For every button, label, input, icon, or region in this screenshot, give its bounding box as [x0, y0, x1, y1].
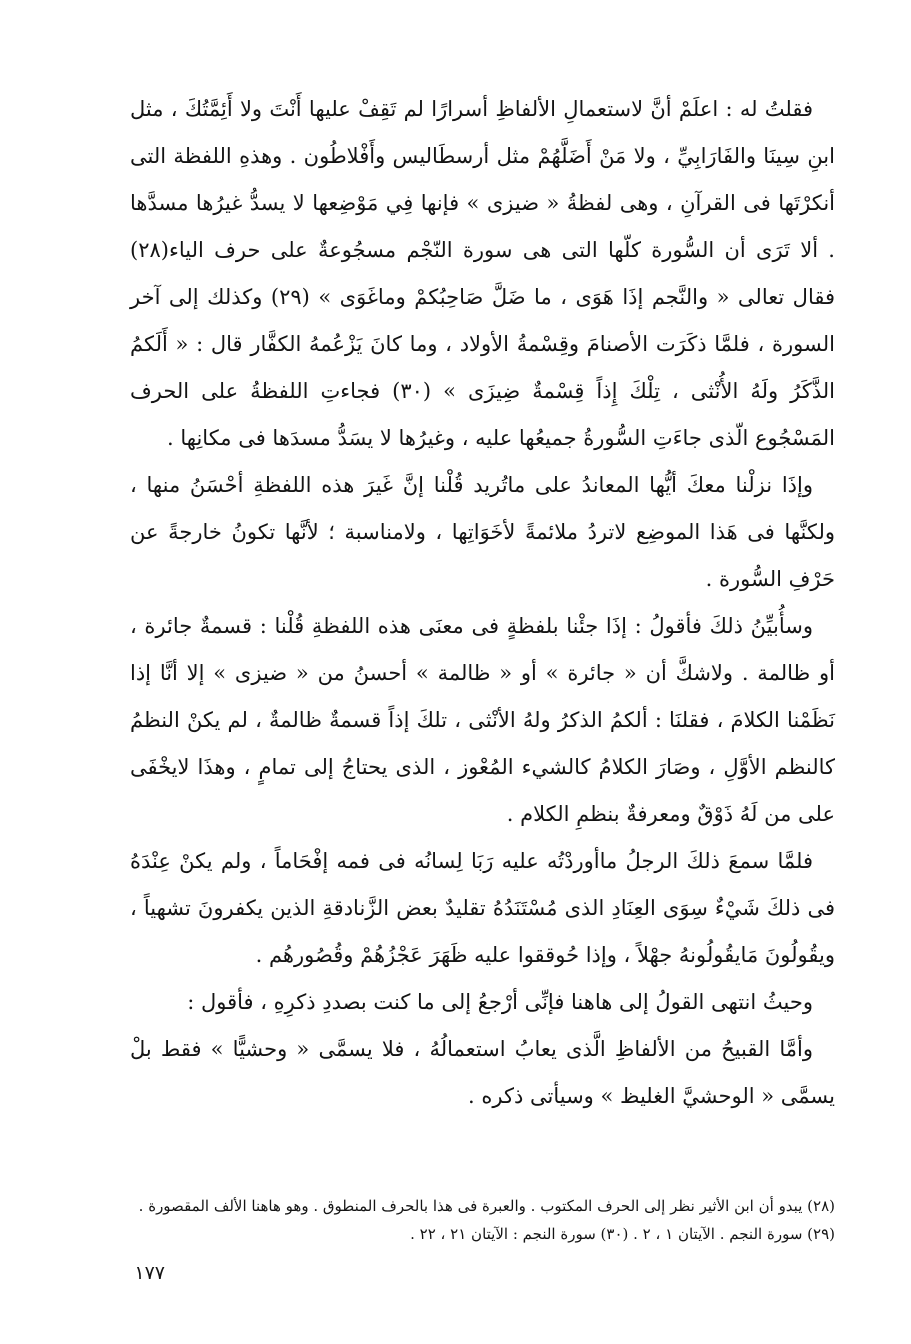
- paragraph-6: وأمَّا القبيحُ من الألفاظِ الَّذى يعابُ استعمالُهُ ، فلا يسمَّى « وحشيًّا » فقط بلْ يسمَّى « الوحشيَّ الغليظ » وسيأتى ذكره .: [130, 1037, 835, 1108]
- main-text: [130, 86, 835, 1120]
- footnote-29-30: (٢٩) سورة النجم . الآيتان ١ ، ٢ . (٣٠) سورة النجم : الآيتان ٢١ ، ٢٢ .: [410, 1225, 835, 1243]
- paragraph-1: فقلتُ له : اعلَمْ أنَّ لاستعمالِ الألفاظِ أسرارًا لم تَقِفْ عليها أَنْتَ ولا أَئِمَّتُكَ ، مثل ابنِ سِينَا والفَارَابِيِّ ، ولا مَنْ أَضَلَّهُمْ مثل أرسطَاليس وأَفْلاطُون . وهذهِ اللفظة التى أنكرْتَها فى القرآنِ ، وهى لفظةُ « ضيزى » فإنها فِي مَوْضِعها لا يسدُّ غيرُها مسدَّها . ألا تَرَى أن السُّورة كلّها التى هى سورة النّجْم مسجُوعةٌ على حرف الياء(٢٨) فقال تعالى « والنَّجم إذَا هَوَى ، ما ضَلَّ صَاحِبُكمْ وماغَوَى » (٢٩) وكذلك إلى آخر السورة ، فلمَّا ذكَرَت الأصنامَ وقِسْمةُ الأولاد ، وما كانَ يَزْعُمهُ الكفَّار قال : « أَلَكمُ الذَّكَرُ ولَهُ الأُنْثى ، تِلْكَ إِذاً قِسْمةٌ ضِيزَى » (٣٠) فجاءتِ اللفظةُ على الحرف المَسْجُوع الّذى جاءَتِ السُّورةُ جميعُها عليه ، وغيرُها لا يسَدُّ مسدَها فى مكانِها .: [130, 97, 835, 450]
- paragraph-2: وإذَا نزلْنا معكَ أيُّها المعاندُ على ماتُريد قُلْنا إنَّ غَيرَ هذه اللفظةِ أحْسَنُ منها ، ولكنَّها فى هَذا الموضِع لاتردُ ملائمةً لأخَوَاتِها ، ولامناسبة ؛ لأنَّها تكونُ خارجةً عن حَرْفِ السُّورة .: [130, 473, 835, 591]
- page-number: ١٧٧: [134, 1262, 165, 1284]
- footnote-28: (٢٨) يبدو أن ابن الأثير نظر إلى الحرف المكتوب . والعبرة فى هذا بالحرف المنطوق . وهو هاهنا الألف المقصورة .: [138, 1197, 835, 1215]
- footnotes: [130, 1192, 835, 1248]
- paragraph-5: وحيثُ انتهى القولُ إلى هاهنا فإنِّى أرْجعُ إلى ما كنت بصددِ ذكرِهِ ، فأقول :: [187, 990, 813, 1014]
- paragraph-3: وسأُبيِّنُ ذلكَ فأقولُ : إذَا جئْنا بلفظةٍ فى معنَى هذه اللفظةِ قُلْنا : قسمةٌ جائرة ، أو ظالمة . ولاشكَّ أن « جائرة » أو « ظالمة » أحسنُ من « ضيزى » إلا أنَّا إذا نَظَمْنا الكلامَ ، فقلنَا : ألكمُ الذكرُ ولهُ الأنْثى ، تلكَ إذاً قسمةٌ ظالمةٌ ، لم يكنْ النظمُ كالنظم الأوَّلِ ، وصَارَ الكلامُ كالشيء المُعْوز ، الذى يحتاجُ إلى تمامٍ ، وهذَا لايخْفَى على من لَهُ ذَوْقٌ ومعرفةٌ بنظمِ الكلام .: [130, 614, 835, 826]
- paragraph-4: فلمَّا سمعَ ذلكَ الرجلُ ماأوردْتُه عليه رَبَا لِسانُه فى فمه إفْحَاماً ، ولم يكنْ عِنْدَهُ فى ذلكَ شَيْءٌ سِوَى العِنَادِ الذى مُسْتَنَدُهُ تقليدٌ بعض الزَّنادقةِ الذين يكفرونَ تشهياً ، ويقُولُونَ مَايقُولُونهُ جهْلاً ، وإذا حُوققوا عليه ظَهَرَ عَجْزُهُمْ وقُصُورهُم .: [130, 849, 835, 967]
